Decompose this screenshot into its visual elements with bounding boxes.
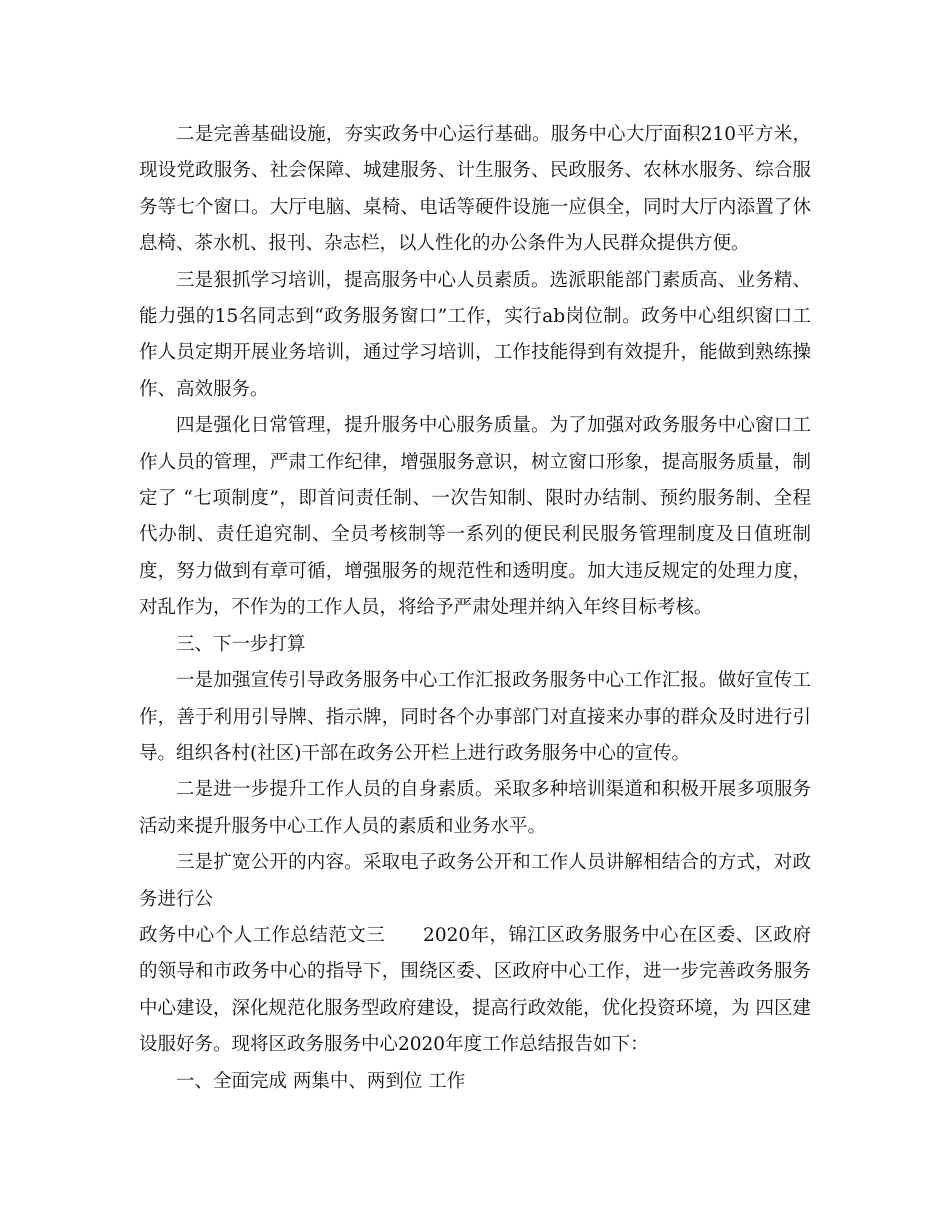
section-heading-completion: 一、全面完成 两集中、两到位 工作 <box>176 1070 466 1092</box>
paragraph-publicity: 一是加强宣传引导政务服务中心工作汇报政务服务中心工作汇报。做好宣传工作，善于利用引导牌、指示牌，同时各个办事部门对直接来办事的群众及时进行引导。组织各村(社区)干部在政务公开栏上进行政务服务中心的宣传。 <box>139 670 811 764</box>
document-body <box>139 117 811 1100</box>
paragraph-staff-quality: 二是进一步提升工作人员的自身素质。采取多种培训渠道和积极开展多项服务活动来提升服务中心工作人员的素质和业务水平。 <box>139 779 811 837</box>
paragraph-infrastructure: 二是完善基础设施，夯实政务中心运行基础。服务中心大厅面积210平方米，现设党政服务、社会保障、城建服务、计生服务、民政服务、农林水服务、综合服务等七个窗口。大厅电脑、桌椅、电话等硬件设施一应俱全，同时大厅内添置了休息椅、茶水机、报刊、杂志栏，以人性化的办公条件为人民群众提供方便。 <box>139 124 811 255</box>
paragraph-management: 四是强化日常管理，提升服务中心服务质量。为了加强对政务服务中心窗口工作人员的管理，严肃工作纪律，增强服务意识，树立窗口形象，提高服务质量，制定了 “七项制度”，即首问责任制、一次告知制、限时办结制、预约服务制、全程代办制、责任追究制、全员考核制等一系列的便民利民服务管理制度及日值班制度，努力做到有章可循，增强服务的规范性和透明度。加大违反规定的处理力度，对乱作为，不作为的工作人员，将给予严肃处理并纳入年终目标考核。 <box>139 415 811 619</box>
paragraph-training: 三是狠抓学习培训，提高服务中心人员素质。选派职能部门素质高、业务精、能力强的15名同志到“政务服务窗口”工作，实行ab岗位制。政务中心组织窗口工作人员定期开展业务培训，通过学习培训，工作技能得到有效提升，能做到熟练操作、高效服务。 <box>139 269 811 400</box>
paragraph-disclosure: 三是扩宽公开的内容。采取电子政务公开和工作人员讲解相结合的方式，对政务进行公 <box>139 852 811 910</box>
paragraph-summary-intro: 政务中心个人工作总结范文三 2020年，锦江区政务服务中心在区委、区政府的领导和市政务中心的指导下，围绕区委、区政府中心工作，进一步完善政务服务中心建设，深化规范化服务型政府建设，提高行政效能，优化投资环境，为 四区建设服好务。现将区政务服务中心2020年度工作总结报告如下： <box>139 924 811 1056</box>
section-heading-next-steps: 三、下一步打算 <box>176 633 306 655</box>
